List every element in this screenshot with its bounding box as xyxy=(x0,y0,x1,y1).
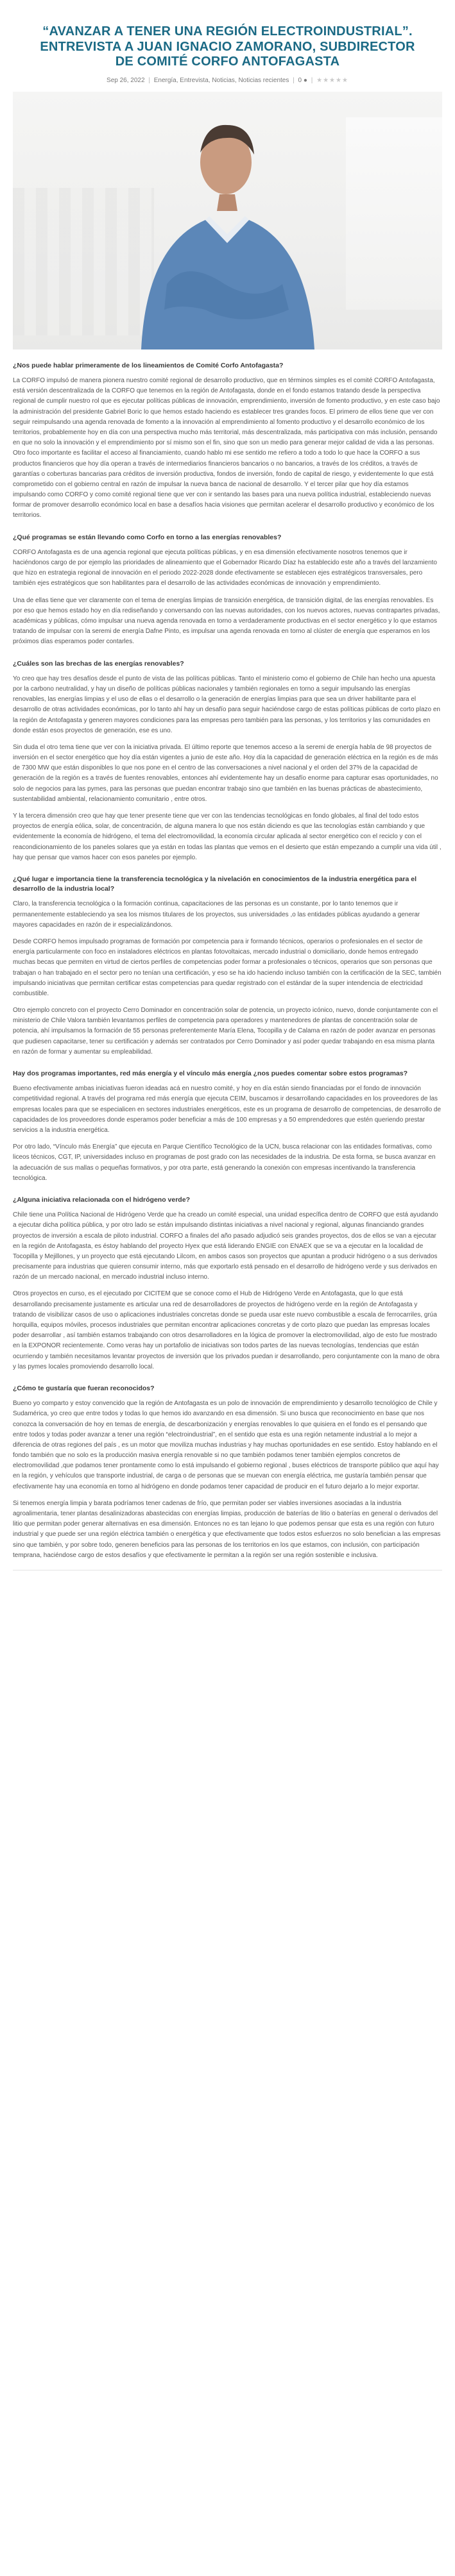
hero-portrait-image xyxy=(13,92,442,349)
post-date: Sep 26, 2022 xyxy=(107,76,145,84)
meta-separator: | xyxy=(293,76,295,84)
interview-answer-paragraph: Yo creo que hay tres desafíos desde el punto de vista de las políticas públicas. Tanto el ministerio como el gobierno de Chile han hecho una apuesta por la carbono neutralidad, y hay un diseño de políticas públicas nacionales y también regionales en torno a seguir impulsando las energías renovables, las energías limpias y el uso de ellas o el desarrollo o la generación de energías limpias para que sea un driver habilitante para el desarrollo de otras actividades económicas, por lo tanto ahí hay un desafío para seguir haciéndose cargo de estas políticas públicas de corto plazo en la región de Antofagasta y generen mayores condiciones para las empresas pero también para las personas, y los territorios y las comunidades en donde están esos proyectos de generación, ese es uno. xyxy=(13,675,440,734)
interview-question: ¿Qué lugar e importancia tiene la transferencia tecnológica y la nivelación en conocimientos de la industria energética para el desarrollo de la industria local? xyxy=(13,875,417,893)
interview-answer-paragraph: Otro ejemplo concreto con el proyecto Cerro Dominador en concentración solar de potencia, un proyecto icónico, nuevo, donde conjuntamente con el ministerio de Chile Valora también levantamos perfiles de competencia para operadores y mantenedores de plantas de concentración solar de potencia, ahí impulsamos la formación de 55 personas preferentemente María Elena, Tocopilla y de Calama en razón de poder avanzar en personas que pudiesen capacitarse, tener su certificación y además ser contratados por Cerro Dominador y así poder quedar trabajando en esa misma planta en razón de formar y aumentar su empleabilidad. xyxy=(13,1007,438,1056)
interview-answer-paragraph: Si tenemos energía limpia y barata podríamos tener cadenas de frío, que permitan poder ser viables inversiones asociadas a la industria agroalimentaria, tener plantas desalinizadoras abastecidas con energías limpias, producción de baterías de litio o baterías en general o derivados del litio que permitan poder generar alternativas en esa dimensión. Entonces no es tan lejano lo que podemos pensar que esta es una región con futuro industrial y que puede ser una región eléctrica también o energética y que efectivamente que todos estos esfuerzos no solo benefician a las empresas sino que también, y por sobre todo, generen beneficios para las personas de los territorios en los que estamos, con inclusión, con participación temprana, haciéndose cargo de estos desafíos y que efectivamente le permitan a la región ser una región sostenible e inclusiva. xyxy=(13,1499,441,1559)
interview-question: ¿Alguna iniciativa relacionada con el hidrógeno verde? xyxy=(13,1195,190,1204)
interview-answer-paragraph: CORFO Antofagasta es de una agencia regional que ejecuta políticas públicas, y en esa dimensión efectivamente nosotros tenemos que ir haciéndonos cargo de por ejemplo las prioridades de alineamiento que el Gobernador Ricardo Díaz ha establecido este año a través del lanzamiento que hizo en estrategia regional de innovación en el periodo 2022-2028 donde efectivamente se establecen ejes estratégicos transversales, pero también ejes estratégicos que son habilitantes para el desarrollo de las actividades económicas de innovación y emprendimiento. xyxy=(13,548,437,587)
article-title: “AVANZAR A TENER UNA REGIÓN ELECTROINDUSTRIAL”. ENTREVISTA A JUAN IGNACIO ZAMORANO, SUBDIRECTOR DE COMITÉ CORFO ANTOFAGASTA xyxy=(40,24,415,69)
interview-answer-paragraph: Una de ellas tiene que ver claramente con el tema de energías limpias de transición energética, de transición digital, de las energías renovables. Es por eso que hemos estado hoy en día rediseñando y conversando con las nuevas autoridades, con los nuevos actores, nuevas contrapartes privadas, académicas y públicas, cómo impulsar una nueva agenda renovada en torno a verdaderamente productivas en el sector energético y lo que estamos tratando de impulsar con la seremi de energía Dafne Pinto, es impulsar una agenda renovada en torno al clúster de energía que esperamos en los próximos días esperamos poder contarles. xyxy=(13,596,440,646)
post-categories[interactable]: Energía, Entrevista, Noticias, Noticias recientes xyxy=(153,76,289,84)
meta-separator: | xyxy=(311,76,313,84)
interview-question: ¿Qué programas se están llevando como Corfo en torno a las energías renovables? xyxy=(13,533,282,541)
interview-question: ¿Cómo te gustaría que fueran reconocidos? xyxy=(13,1384,155,1392)
interview-answer-paragraph: Desde CORFO hemos impulsado programas de formación por competencia para ir formando técnicos, operarios o profesionales en el sector de energía particularmente con foco en instaladores eléctricos en plantas fotovoltaicas, mercado industrial o domiciliario, donde hemos entregado muchas becas que permiten en virtud de ciertos perfiles de competencias poder formar a profesionales o técnicos, operarios que son personas que trabajan o han trabajado en el sector pero no tenían una certificación, y eso se ha ido haciendo incluso también con la certificación de la SEC, también impulsando iniciativas que permitan certificar estas competencias para quedar registrado con el estándar de la super intendencia de electricidad combustible. xyxy=(13,938,442,997)
comment-count[interactable]: 0 ● xyxy=(298,76,307,84)
interview-answer-paragraph: Bueno yo comparto y estoy convencido que la región de Antofagasta es un polo de innovación de emprendimiento y desarrollo tecnológico de Chile y Sudamérica, yo creo que entre todos y todas lo que hemos ido avanzando en esa dimensión. Si uno busca que reconocimiento en base que nos conozca la conversación de hoy en temas de energía, de descarbonización y energías renovables lo que quisiera en el fondo es el pensando que entre todos y todas poder avanzar a tener una región “electroindustrial”, en el sentido que esta es una región netamente industrial a lo mejor a diferencia de otras regiones del país , es un motor que moviliza muchas industrias y hay muchas oportunidades en ese sentido. Estoy hablando en el fondo también que no solo es la producción masiva energía renovable si no que también podamos tener también ejemplos concretos de electromovilidad ,que podamos tener prontamente como lo está impulsando el gobierno regional , buses eléctricos de transporte público que aquí hay en la región, y vehículos que transporte industrial, de carga o de personas que se muevan con energía eléctrica, me gustaría también pensar que efectivamente hay una economía en torno al hidrógeno en donde podamos tener capacidad de producir en el futuro dejarlo a lo mejor exportar. xyxy=(13,1400,439,1490)
interview-question: ¿Cuáles son las brechas de las energías renovables? xyxy=(13,659,184,668)
interview-answer-paragraph: Y la tercera dimensión creo que hay que tener presente tiene que ver con las tendencias tecnológicas en fondo globales, al final del todo estos proyectos de energía eólica, solar, de concentración, de alguna manera lo que nos están diciendo es que las tecnologías están cambiando y que evidentemente la economía de hidrógeno, el tema del electromovilidad, la economía circular aplicada al sector energético con el reciclo y con el reacondicionamiento de los paneles solares que ya están en todas las plantas que vemos en el desierto que están empezando a cumplir una vida útil , hay que pensar que vamos hacer con esos paneles por ejemplo. xyxy=(13,812,442,861)
interview-answer-paragraph: Bueno efectivamente ambas iniciativas fueron ideadas acá en nuestro comité, y hoy en día están siendo financiadas por el fondo de innovación competitividad regional. A través del programa red más energía que ejecuta CEIM, buscamos ir desarrollando capacidades en los proveedores de las empresas locales para que se especialicen en sectores industriales energéticos, este es un programa de desarrollo de competencias, de desarrollo de capacidades de los proveedores donde esperamos poder beneficiar a más de 100 empresas y a 50 emprendedores que estén queriendo prestar servicios a la industria energética. xyxy=(13,1085,442,1134)
article-header xyxy=(13,0,442,85)
interview-answer-paragraph: Por otro lado, “Vínculo más Energía” que ejecuta en Parque Científico Tecnológico de la UCN, busca relacionar con las entidades formativas, como liceos técnicos, CGT, IP, universidades incluso en programas de post grado con las necesidades de la industria. De esta forma, se busca avanzar en la adecuación de sus mallas o pequeñas formativos, y por otra parte, está generando la conexión con empresas incentivando la transferencia tecnológica. xyxy=(13,1143,436,1182)
interview-answer-paragraph: Claro, la transferencia tecnológica o la formación continua, capacitaciones de las personas es un constante, por lo tanto tenemos que ir permanentemente estableciendo ya sea los mismos titulares de los proyectos, sus universidades ,o las entidades públicas ayudando a generar mayores capacidades en razón de ir especializándonos. xyxy=(13,900,420,929)
interview-answer-paragraph: Chile tiene una Política Nacional de Hidrógeno Verde que ha creado un comité especial, una unidad específica dentro de CORFO que está ayudando a ejecutar dicha política pública, y por otro lado se están impulsando distintas iniciativas a nivel nacional y regional, algunas financiando grandes proyectos de inversión a escala de piloto industrial. CORFO a finales del año pasado adjudicó seis grandes proyectos, dos de ellos se van a ejecutar en la región de Antofagasta, es éstoy hablando del proyecto Hyex que está liderando ENGIE con ENAEX que se va a ejecutar en la localidad de Tocopilla y Mejillones, y un proyecto que está ejecutando Lilcom, en ambos casos son proyectos que apuntan a producir hidrógeno o a sus derivados precisamente para industrias que quieren consumir interno, más que exportarlo está pensado en el desarrollo de hidrógeno verde y sus derivados en razón de un mercado nacional, en mercado industrial incluso interno. xyxy=(13,1211,438,1281)
interview-answer-paragraph: Sin duda el otro tema tiene que ver con la iniciativa privada. El último reporte que tenemos acceso a la seremi de energía habla de 98 proyectos de inversión en el sector energético que hoy día están vigentes a junio de este año. Hoy día la capacidad de generación eléctrica en la región es de más de 7300 MW que están disponibles lo que nos pone en el centro de las conversaciones a nivel nacional y el orden del 37% de la capacidad de generación de la región es a través de fuentes renovables, entonces ahí evidentemente hay un desafío enorme para capturar esas oportunidades, no solo de negocios para las pymes, para las personas que puedan encontrar trabajo sino que también en las buenas prácticas de abastecimiento, sustentabilidad ambiental, relacionamiento comunitario , entre otros. xyxy=(13,743,438,803)
interview-answer-paragraph: La CORFO impulsó de manera pionera nuestro comité regional de desarrollo productivo, que en términos simples es el comité CORFO Antofagasta, está versión descentralizada de la CORFO que tenemos en la región de Antofagasta, donde en el fondo estamos tratando desde la perspectiva regional de cumplir nuestro rol que es ejecutar políticas públicas de innovación, emprendimiento, inversión de fomento productivo, y en este caso bajo la administración del presidente Gabriel Boric lo que hemos estado haciendo es establecer tres grandes focos. El primero de ellos tiene que ver con seguir reimpulsando una agenda renovada de fomento a la innovación al emprendimiento al fomento productivo y el desarrollo económico de los territorios, probablemente hoy en día con una perspectiva mucho más territorial, más descentralizada, más participativa con más inclusión, pensando en que no solo la innovación y el emprendimiento por sí mismo son el fin, sino que son un medio para generar mejor calidad de vida a las personas. Otro foco importante es facilitar el acceso al financiamiento, cuando hablo mi ese sentido me refiero a todo a todo lo que hace la CORFO a sus productos financieros que hoy día operan a través de intermediarios financieros bancarios o no bancarios, a través de los créditos, a través de garantías o coberturas bancarias para créditos de inversión productiva, fondos de inversión, fondo de capital de riesgo, y evidentemente lo que está comprometido con el gobierno central en razón de impulsar la nueva banca de nacional de desarrollo. Y el tercer pilar que hoy día estamos impulsando como CORFO y como comité regional tiene que ver con ir sentando las bases para una nueva política industrial, estableciendo nuevas formar de promover desarrollo económico local en base a desafíos hacia visiones que permitan acelerar el desarrollo productivo y económico de los territorios. xyxy=(13,377,440,519)
interview-question: ¿Nos puede hablar primeramente de los lineamientos de Comité Corfo Antofagasta? xyxy=(13,361,284,369)
interview-answer-paragraph: Otros proyectos en curso, es el ejecutado por CICITEM que se conoce como el Hub de Hidrógeno Verde en Antofagasta, que lo que está desarrollando precisamente justamente es articular una red de desarrolladores de proyectos de hidrógeno verde en la región de Antofagasta y tratando de visibilizar casos de uso o aplicaciones industriales concretas donde se pueda usar este nuevo combustible a escala de ferrocarriles, grúa horquilla, equipos móviles, procesos industriales que permitan encontrar aplicaciones concretas y de corto plazo que puedan las empresas locales poder desarrollar , así también estamos trabajando con otros desarrolladores en la lógica de promover la electromovilidad, algo de esto fue mostrado en la EXPONOR recientemente. Como veras hay un portafolio de iniciativas son todos partes de las nuevas tecnologías, tendencias que están ocurriendo y también necesitamos levantar proyectos de inversión que los privados puedan ir desarrollando, pero conjuntamente con la mano de obra y las pymes locales promoviendo desarrollo local. xyxy=(13,1290,440,1370)
meta-separator: | xyxy=(148,76,150,84)
portrait-person-illustration xyxy=(13,92,442,349)
article-meta xyxy=(13,76,442,85)
article-body xyxy=(13,361,442,1561)
rating-stars: ★★★★★ xyxy=(316,76,348,84)
interview-question: Hay dos programas importantes, red más energía y el vínculo más energía ¿nos puedes comentar sobre estos programas? xyxy=(13,1070,408,1077)
